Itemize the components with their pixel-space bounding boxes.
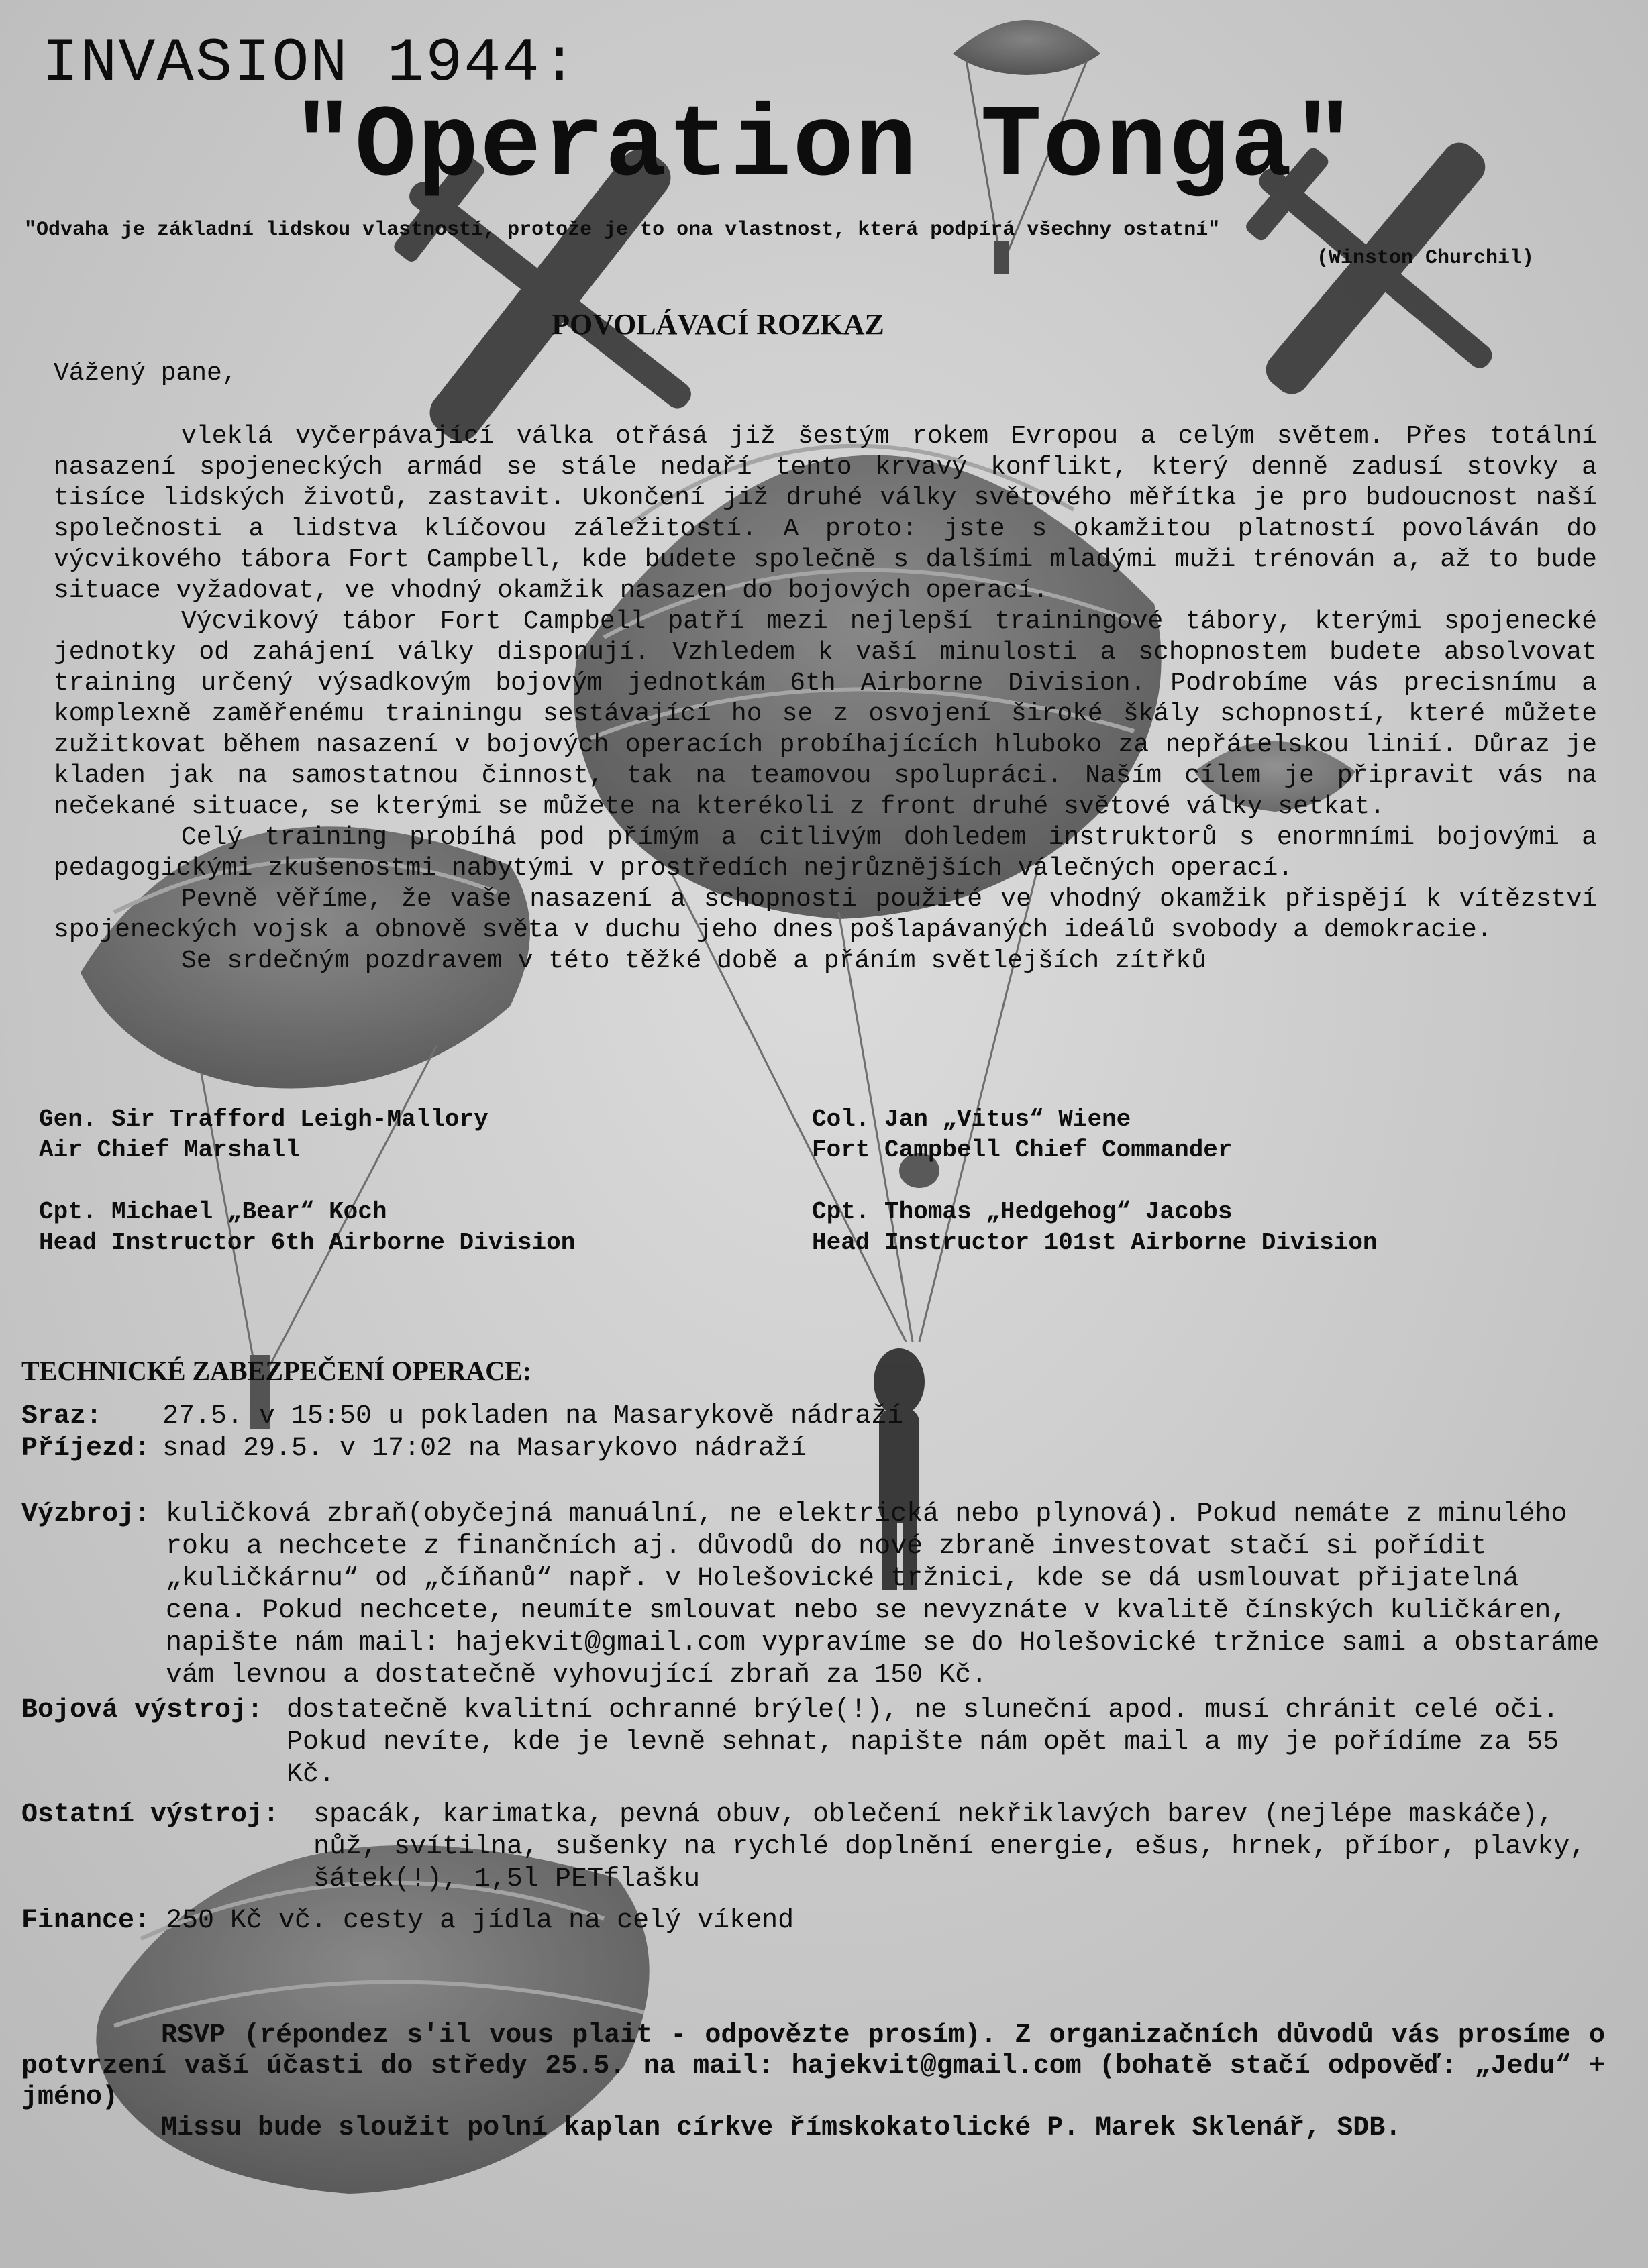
signature-block	[39, 1197, 812, 1258]
signature-block	[812, 1104, 1582, 1166]
document-heading: POVOLÁVACÍ ROZKAZ	[552, 308, 884, 341]
vyzbroj-value: kuličková zbraň(obyčejná manuální, ne elektrická nebo plynová). Pokud nemáte z minulého roku a nechcete z finančních aj. důvodů do nové zbraně investovat stačí si pořídit „kuličkárnu“ od „číňanů“ např. v Holešovické tržnici, kde se dá usmlouvat přijatelná cena. Pokud nechcete, neumíte smlouvat nebo se nevyznáte v kvalitě čínských kuličkáren, napište nám mail: hajekvit@gmail.com vypravíme se do Holešovické tržnice sami a obstaráme vám levnou a dostatečně vyhovující zbraň za 150 Kč.	[166, 1499, 1600, 1690]
rsvp-text: RSVP (répondez s'il vous plait - odpovězte prosím). Z organizačních důvodů vás prosíme o potvrzení vaší účasti do středy 25.5. na mail: hajekvit@gmail.com (bohatě stačí odpověď: „Jedu“ + jméno)	[21, 2020, 1605, 2112]
rsvp-block	[21, 2020, 1605, 2144]
vyzbroj-label: Výzbroj:	[21, 1499, 151, 1529]
signatory-role: Head Instructor 101st Airborne Division	[812, 1229, 1378, 1256]
tech-row-vyzbroj	[21, 1499, 1605, 1692]
signatory-role: Air Chief Marshall	[39, 1136, 300, 1164]
signatory-role: Fort Campbell Chief Commander	[812, 1136, 1233, 1164]
letter-paragraph: vleklá vyčerpávající válka otřásá již šestým rokem Evropou a celým světem. Přes totální nasazení spojeneckých armád se stále nedaří tento krvavý konflikt, který denně zadusí stovky a tisíce lidských životů, zastavit. Ukončení již druhé války světového měřítka je pro budoucnost naší společnosti a lidstva klíčovou záležitostí. A proto: jste s okamžitou platností povoláván do výcvikového tábora Fort Campbell, kde budete společně s dalšími mladými muži trénován a, až to bude situace vyžadovat, ve vhodný okamžik nasazen do bojových operací.	[54, 422, 1597, 605]
signatory-name: Gen. Sir Trafford Leigh-Mallory	[39, 1105, 488, 1133]
letter-closing: Se srdečným pozdravem v této těžké době a přáním světlejších zítřků	[181, 947, 1206, 975]
quote-author: (Winston Churchil)	[1316, 247, 1534, 270]
tech-row-sraz	[21, 1401, 1605, 1433]
signatures	[39, 1104, 1582, 1258]
sraz-label: Sraz:	[21, 1401, 103, 1432]
letter-body	[54, 421, 1597, 977]
bojova-vystroj-value: dostatečně kvalitní ochranné brýle(!), ne sluneční apod. musí chránit celé oči. Pokud nevíte, kde je levně sehnat, napište nám opět mail a my je pořídíme za 55 Kč.	[287, 1695, 1559, 1790]
finance-label: Finance:	[21, 1906, 151, 1936]
title-line-2: "Operation Tonga"	[292, 89, 1356, 205]
letter-paragraph: Výcvikový tábor Fort Campbell patří mezi nejlepší trainingové tábory, kterými spojenecké jednotky od zahájení války disponují. Vzhledem k vaší minulosti a schopnostem budete absolvovat training určený výsadkovým bojovým jednotkám 6th Airborne Division. Podrobíme vás precisnímu a komplexně zaměřenému trainingu sestávající ho se z osvojení široké škály schopností, které můžete zužitkovat během nasazení v bojových operacích probíhajících hluboko za nepřátelskou linií. Důraz je kladen jak na samostatnou činnost, tak na teamovou spolupráci. Naším cílem je připravit vás na nečekané situace, se kterými se můžete na kterékoli z front druhé světové války setkat.	[54, 607, 1597, 821]
quote-block	[24, 216, 1534, 272]
signature-block	[812, 1197, 1582, 1258]
title-line-1: INVASION 1944:	[42, 28, 579, 99]
signatory-name: Cpt. Michael „Bear“ Koch	[39, 1198, 387, 1226]
sraz-value: 27.5. v 15:50 u pokladen na Masarykově nádraží	[162, 1401, 904, 1432]
bojova-vystroj-label: Bojová výstroj:	[21, 1695, 264, 1725]
signature-block	[39, 1104, 812, 1166]
tech-row-bojova-vystroj	[21, 1694, 1605, 1791]
tech-section	[21, 1401, 1605, 1937]
prijezd-label: Příjezd:	[21, 1434, 151, 1464]
ostatni-vystroj-value: spacák, karimatka, pevná obuv, oblečení nekřiklavých barev (nejlépe maskáče), nůž, svítilna, sušenky na rychlé doplnění energie, ešus, hrnek, příbor, plavky, šátek(!), 1,5l PETflašku	[313, 1800, 1586, 1894]
mass-note: Missu bude sloužit polní kaplan církve římskokatolické P. Marek Sklenář, SDB.	[161, 2113, 1402, 2143]
finance-value: 250 Kč vč. cesty a jídla na celý víkend	[166, 1906, 794, 1936]
prijezd-value: snad 29.5. v 17:02 na Masarykovo nádraží	[162, 1434, 807, 1464]
tech-row-ostatni-vystroj	[21, 1799, 1605, 1896]
signatory-role: Head Instructor 6th Airborne Division	[39, 1229, 576, 1256]
ostatni-vystroj-label: Ostatní výstroj:	[21, 1800, 280, 1830]
tech-row-finance	[21, 1905, 1605, 1937]
quote-text: "Odvaha je základní lidskou vlastností, protože je to ona vlastnost, která podpírá všechny ostatní"	[24, 219, 1221, 241]
letter-paragraph: Pevně věříme, že vaše nasazení a schopnosti použité ve vhodný okamžik přispějí k vítězství spojeneckých vojsk a obnově světa v duchu jeho dnes pošlapávaných ideálů svobody a demokracie.	[54, 885, 1597, 944]
tech-row-prijezd	[21, 1433, 1605, 1465]
signatory-name: Col. Jan „Vitus“ Wiene	[812, 1105, 1131, 1133]
signatory-name: Cpt. Thomas „Hedgehog“ Jacobs	[812, 1198, 1233, 1226]
tech-section-title: TECHNICKÉ ZABEZPEČENÍ OPERACE:	[21, 1356, 532, 1386]
salutation: Vážený pane,	[54, 359, 238, 388]
letter-paragraph: Celý training probíhá pod přímým a citlivým dohledem instruktorů s enormními bojovými a pedagogickými zkušenostmi nabytými v prostředích nejrůznějších válečných operací.	[54, 823, 1597, 883]
